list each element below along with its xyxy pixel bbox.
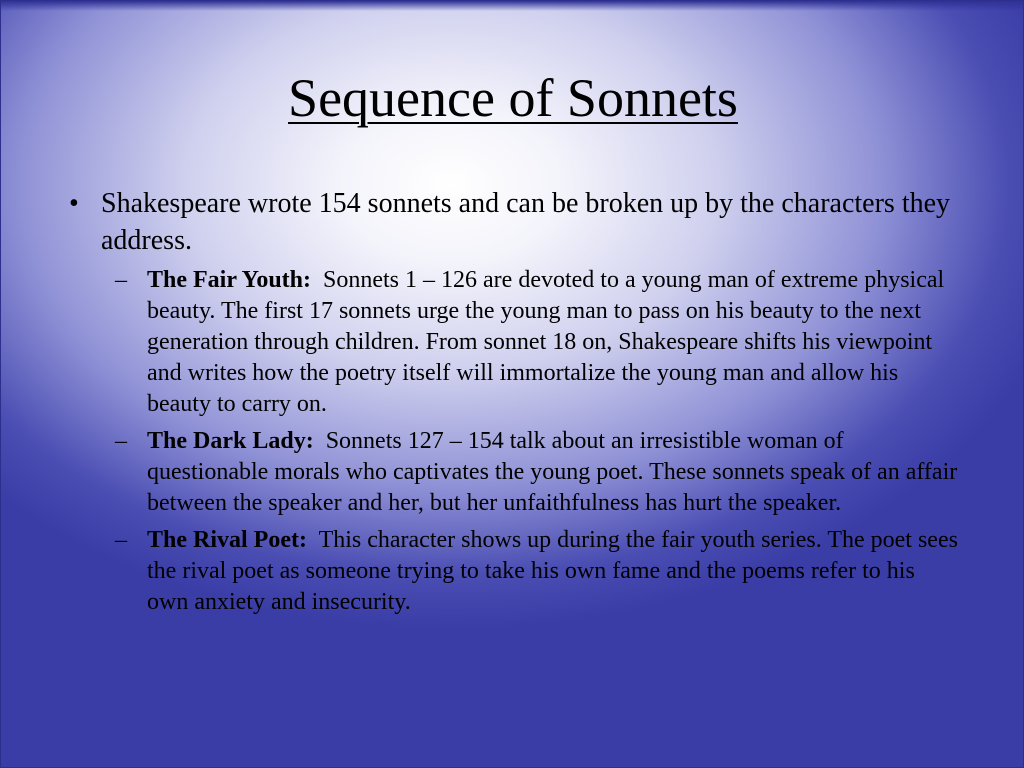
bullet-intro [69,185,959,259]
subpoint-fair-youth [115,265,959,420]
subpoint-dark-lady [115,426,959,519]
subpoint-term: The Rival Poet: [147,527,307,553]
subpoint-rival-poet [115,525,959,618]
bullet-intro-text: Shakespeare wrote 154 sonnets and can be broken up by the characters they address. [101,188,951,256]
bullet-dot-icon: • [69,188,79,219]
dash-icon: – [115,527,127,553]
slide-body [69,185,959,624]
subpoint-text: This character shows up during the fair youth series. The poet sees the rival poet as someone trying to take his own fame and the poems refer to his own anxiety and insecurity. [147,527,958,615]
dash-icon: – [115,267,127,293]
slide-title: Sequence of Sonnets [288,68,738,128]
subpoint-term: The Fair Youth: [147,267,312,293]
subpoint-text: Sonnets 127 – 154 talk about an irresistible woman of questionable morals who captivates the young poet. These sonnets speak of an affair between the speaker and her, but her unfaithfulness has hurt the speaker. [147,428,958,516]
dash-icon: – [115,428,127,454]
subpoint-text: Sonnets 1 – 126 are devoted to a young man of extreme physical beauty. The first 17 sonnets urge the young man to pass on his beauty to the next generation through children. From sonnet 18 on, Shakespeare shifts his viewpoint and writes how the poetry itself will immortalize the young man and allow his beauty to carry on. [147,267,945,417]
subpoint-term: The Dark Lady: [147,428,314,454]
